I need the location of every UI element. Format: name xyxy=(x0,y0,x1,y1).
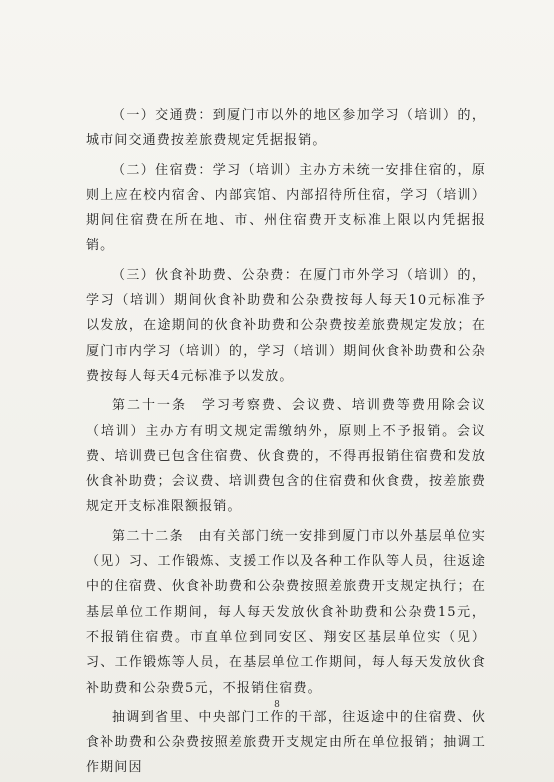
paragraph-transport-fee: （一）交通费：到厦门市以外的地区参加学习（培训）的，城市间交通费按差旅费规定凭据报销。 xyxy=(86,108,486,149)
paragraph-article-22: 第二十二条 由有关部门统一安排到厦门市以外基层单位实（见）习、工作锻炼、支援工作以及各种工作队等人员，往返途中的住宿费、伙食补助费和公杂费按照差旅费开支规定执行；在基层单位工作期间，每人每天发放伙食补助费和公杂费15元，不报销住宿费。市直单位到同安区、翔安区基层单位实（见）习、工作锻炼等人员，在基层单位工作期间，每人每天发放伙食补助费和公杂费5元，不报销住宿费。 xyxy=(86,528,486,696)
paragraph-accommodation-fee: （二）住宿费：学习（培训）主办方未统一安排住宿的，原则上应在校内宿舍、内部宾馆、内部招待所住宿，学习（培训）期间住宿费在所在地、市、州住宿费开支标准上限以内凭据报销。 xyxy=(86,162,486,254)
paragraph-article-21: 第二十一条 学习考察费、会议费、培训费等费用除会议（培训）主办方有明文规定需缴纳外，原则上不予报销。会议费、培训费已包含住宿费、伙食费的，不得再报销住宿费和发放伙食补助费；会议费、培训费包含的住宿费和伙食费，按差旅费规定开支标准限额报销。 xyxy=(86,398,486,515)
paragraph-meal-allowance: （三）伙食补助费、公杂费：在厦门市外学习（培训）的，学习（培训）期间伙食补助费和公杂费按每人每天10元标准予以发放，在途期间的伙食补助费和公杂费按差旅费规定发放；在厦门市内学习（培训）的，学习（培训）期间伙食补助费和公杂费按每人每天4元标准予以发放。 xyxy=(86,267,486,384)
document-body xyxy=(86,103,486,781)
paragraph-seconded-cadres: 抽调到省里、中央部门工作的干部，往返途中的住宿费、伙食补助费和公杂费按照差旅费开支规定由所在单位报销；抽调工作期间因 xyxy=(86,709,486,776)
page-number: 8 xyxy=(274,700,280,710)
